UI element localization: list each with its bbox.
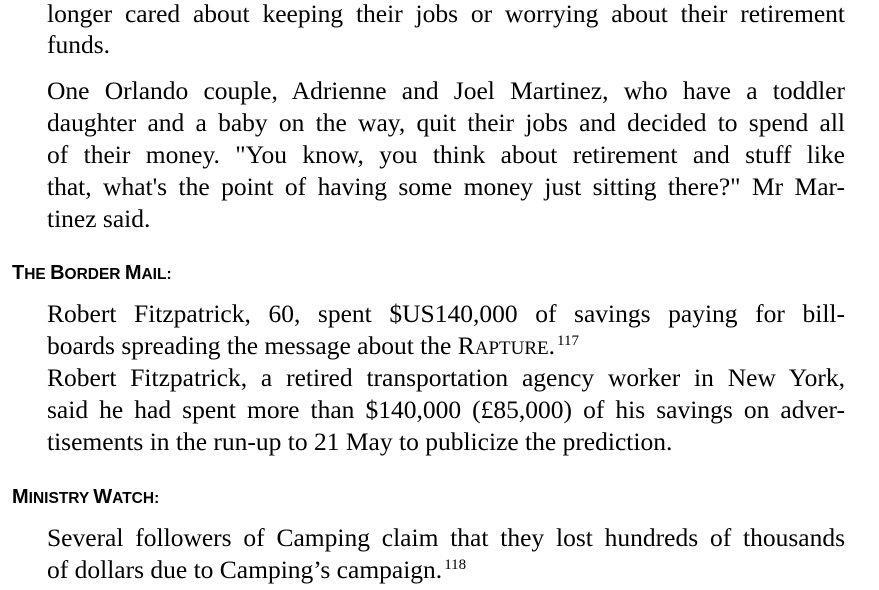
- paragraph-line: tinez said.: [47, 204, 151, 233]
- paragraph-line: tisements in the run-up to 21 May to publicize the prediction.: [47, 427, 673, 456]
- paragraph-line: longer cared about keeping their jobs or worrying about their retirement: [47, 0, 845, 28]
- paragraph-line: daughter and a baby on the way, quit their jobs and decided to spend all: [47, 108, 845, 137]
- section-heading-ministry-watch: MINISTRY WATCH:: [12, 486, 160, 508]
- paragraph-line: One Orlando couple, Adrienne and Joel Martinez, who have a toddler: [47, 76, 845, 105]
- paragraph-line: that, what's the point of having some money just sitting there?" Mr Mar-: [47, 172, 845, 201]
- section-heading-border-mail: THE BORDER MAIL:: [12, 262, 172, 284]
- paragraph-line: of their money. "You know, you think about retirement and stuff like: [47, 140, 845, 169]
- paragraph-line: funds.: [47, 30, 111, 59]
- footnote-marker: 118: [444, 557, 467, 573]
- footnote-marker: 117: [557, 333, 579, 349]
- paragraph-line: boards spreading the message about the RAPTURE. $^{117}$: [47, 331, 579, 360]
- paragraph-line: Robert Fitzpatrick, a retired transportation agency worker in New York,: [47, 363, 845, 392]
- paragraph-line: Robert Fitzpatrick, 60, spent $US140,000 of savings paying for bill-: [47, 299, 845, 328]
- paragraph-line: Several followers of Camping claim that they lost hundreds of thousands: [47, 523, 845, 552]
- paragraph-line: said he had spent more than $140,000 (£85,000) of his savings on adver-: [47, 395, 845, 424]
- paragraph-line: of dollars due to Camping’s campaign. $^{118}$: [47, 555, 467, 584]
